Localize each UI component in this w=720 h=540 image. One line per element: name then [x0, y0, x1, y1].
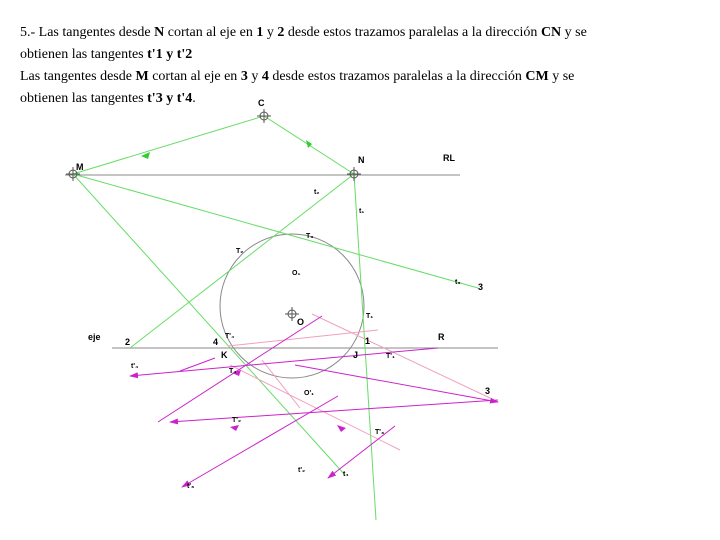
tangent-t1p-right: [328, 426, 395, 478]
label-t2-top: t₂: [314, 189, 320, 196]
label-2: 2: [125, 337, 131, 347]
label-T3p: T'₃: [375, 429, 385, 436]
label-1: 1: [365, 336, 371, 346]
arrow-ms2: [230, 425, 239, 431]
label-c: C: [258, 98, 265, 108]
label-t4p: t'₄: [131, 363, 139, 370]
tangent-t2p: [158, 316, 322, 422]
label-t1-top: t₁: [359, 208, 365, 215]
tangent-t2: [130, 174, 354, 348]
label-T4p: T'₄: [225, 333, 235, 340]
label-o: O: [297, 317, 305, 327]
line-3: Las tangentes desde M cortan al eje en 3 y 4 desde estos trazamos paralelas a la dirección CM y se: [20, 69, 575, 84]
label-eje: eje: [88, 332, 101, 342]
label-n: N: [358, 155, 365, 165]
label-t3: t₃: [455, 279, 461, 286]
label-T1p: T'₁: [386, 353, 395, 360]
line-2: obtienen las tangentes t'1 y t'2: [20, 47, 193, 62]
label-j: J: [353, 350, 359, 360]
label-t4: t₄: [343, 471, 349, 478]
label-T2: T₂: [236, 248, 244, 255]
line-4: obtienen las tangentes t'3 y t'4.: [20, 91, 196, 106]
label-T2p: T'₂: [232, 417, 242, 424]
label-3-bot: 3: [485, 386, 491, 396]
pink-line-2: [230, 365, 400, 450]
label-O1p: O'₁: [304, 390, 315, 397]
line-1: 5.- Las tangentes desde N cortan al eje en 1 y 2 desde estos trazamos paralelas a la dirección CN y se: [20, 25, 587, 40]
arrow-ms3: [337, 425, 346, 432]
tangent-t4: [73, 174, 345, 475]
line-m-c: [73, 116, 264, 174]
pink-line-1: [312, 314, 490, 398]
label-r: R: [438, 332, 445, 342]
label-t3p: t'₃: [187, 483, 195, 490]
tangent-t1: [354, 174, 376, 520]
pink-line-4: [228, 330, 378, 346]
point-c-marker: [257, 109, 271, 123]
label-k: K: [221, 350, 228, 360]
tangent-t3: [73, 174, 478, 288]
label-4: 4: [213, 337, 219, 347]
label-T3: T₃: [306, 233, 314, 240]
label-T4: T₄: [229, 368, 237, 375]
label-T1: T₁: [366, 313, 374, 320]
label-t2p: t'₂: [298, 467, 306, 474]
label-3-top: 3: [478, 282, 484, 292]
label-rl: RL: [443, 153, 455, 163]
tangent-t3p: [170, 400, 498, 422]
tangent-t2p-right: [295, 365, 498, 402]
label-m: M: [76, 162, 84, 172]
point-n-marker: [347, 167, 361, 181]
label-O1: O₁: [292, 270, 301, 277]
